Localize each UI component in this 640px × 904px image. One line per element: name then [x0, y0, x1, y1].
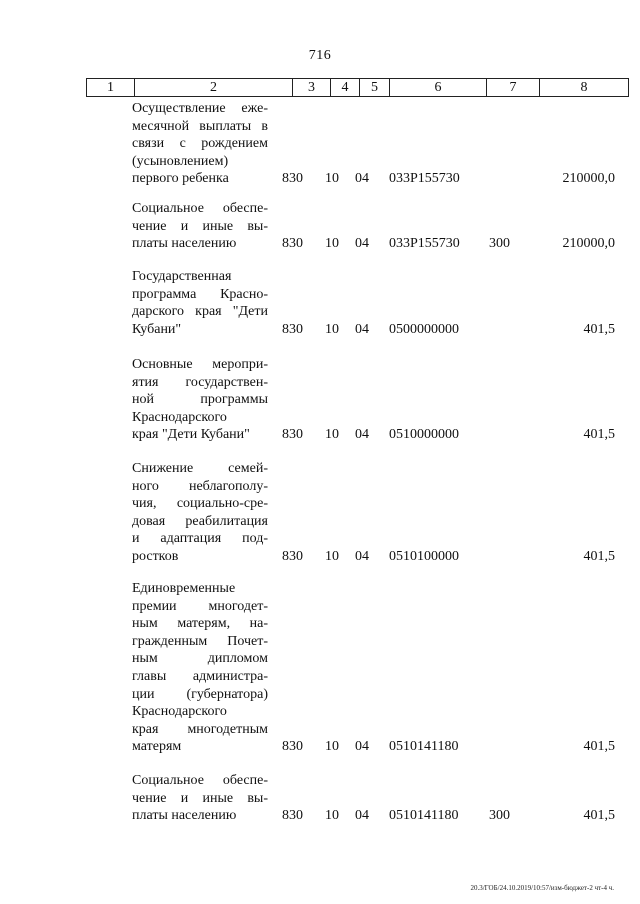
row-cell-c4: 10 [325, 739, 339, 755]
row-cell-c4: 10 [325, 321, 339, 337]
row-cell-c8: 210000,0 [562, 236, 615, 252]
row-cell-c4: 10 [325, 549, 339, 564]
description-line: связи с рождением [132, 136, 268, 152]
header-col-5: 5 [360, 79, 390, 96]
row-cell-c5: 04 [355, 739, 369, 755]
footer-stamp: 20.3/ГОБ/24.10.2019/10:57/изм-бюджет-2 чт-4 ч. [470, 884, 614, 892]
row-cell-c3: 830 [282, 549, 303, 564]
description-line: края "Дети Кубани" [132, 427, 250, 443]
description-line: Государственная [132, 269, 232, 284]
description-line: (усыновлением) [132, 153, 229, 169]
description-line: ятия государствен- [132, 374, 268, 390]
header-col-4: 4 [331, 79, 360, 96]
row-description [132, 580, 268, 756]
description-line: Социальное обеспе- [132, 201, 268, 216]
row-cell-c3: 830 [282, 427, 303, 443]
row-cell-c5: 04 [355, 427, 369, 443]
row-cell-c6: 0510000000 [389, 427, 459, 443]
header-col-7: 7 [487, 79, 540, 96]
row-description [132, 268, 268, 338]
row-cell-c5: 04 [355, 236, 369, 252]
row-cell-c6: 0510141180 [389, 808, 459, 824]
description-line: платы населению [132, 808, 237, 824]
description-line: ным матерям, на- [132, 616, 268, 632]
description-line: матерям [132, 739, 182, 755]
row-cell-c3: 830 [282, 321, 303, 337]
description-line: ростков [132, 548, 179, 564]
row-cell-c6: 033P155730 [389, 171, 460, 187]
description-line: ции (губернатора) [132, 686, 268, 702]
row-cell-c8: 401,5 [583, 808, 615, 824]
row-cell-c4: 10 [325, 427, 339, 443]
row-description [132, 460, 268, 566]
description-line: Социальное обеспе- [132, 773, 268, 788]
description-line: дарского края "Дети [132, 304, 268, 320]
description-line: Основные меропри- [132, 357, 268, 372]
description-line: главы администра- [132, 668, 268, 684]
description-line: платы населению [132, 236, 237, 252]
row-cell-c3: 830 [282, 739, 303, 755]
row-description [132, 356, 268, 444]
description-line: Снижение семей- [132, 461, 268, 476]
header-col-8: 8 [540, 79, 629, 96]
row-cell-c5: 04 [355, 171, 369, 187]
description-line: Кубани" [132, 321, 182, 337]
description-line: Краснодарского [132, 704, 227, 720]
description-line: чение и иные вы- [132, 218, 268, 234]
description-line: первого ребенка [132, 171, 229, 187]
description-line: ным дипломом [132, 651, 268, 667]
description-line: чия, социально-сре- [132, 496, 268, 512]
header-col-1: 1 [87, 79, 135, 96]
row-description [132, 100, 268, 188]
row-cell-c8: 401,5 [583, 321, 615, 337]
header-col-2: 2 [135, 79, 293, 96]
row-cell-c3: 830 [282, 236, 303, 252]
row-cell-c6: 0510100000 [389, 549, 459, 564]
description-line: ной программы [132, 392, 268, 408]
row-cell-c3: 830 [282, 808, 303, 824]
row-cell-c5: 04 [355, 808, 369, 824]
row-cell-c8: 401,5 [583, 549, 615, 564]
row-cell-c8: 401,5 [583, 427, 615, 443]
description-line: и адаптация под- [132, 531, 268, 547]
row-cell-c3: 830 [282, 171, 303, 187]
description-line: Краснодарского [132, 409, 227, 425]
row-cell-c8: 401,5 [583, 739, 615, 755]
row-cell-c7: 300 [489, 808, 510, 824]
description-line: программа Красно- [132, 286, 268, 302]
header-col-3: 3 [293, 79, 331, 96]
row-cell-c4: 10 [325, 236, 339, 252]
row-cell-c8: 210000,0 [562, 171, 615, 187]
row-cell-c7: 300 [489, 236, 510, 252]
page-number: 716 [308, 48, 332, 63]
description-line: ного неблагополу- [132, 478, 268, 494]
row-cell-c4: 10 [325, 171, 339, 187]
row-cell-c6: 0500000000 [389, 321, 459, 337]
description-line: месячной выплаты в [132, 118, 268, 134]
row-cell-c6: 0510141180 [389, 739, 459, 755]
row-cell-c5: 04 [355, 321, 369, 337]
row-cell-c4: 10 [325, 808, 339, 824]
description-line: Осуществление еже- [132, 101, 268, 116]
row-cell-c5: 04 [355, 549, 369, 564]
description-line: премии многодет- [132, 598, 268, 614]
row-description [132, 772, 268, 825]
description-line: довая реабилитация [132, 513, 268, 529]
row-cell-c6: 033P155730 [389, 236, 460, 252]
row-description [132, 200, 268, 253]
description-line: чение и иные вы- [132, 790, 268, 806]
table-header [86, 78, 629, 97]
description-line: Единовременные [132, 581, 236, 596]
header-col-6: 6 [390, 79, 487, 96]
description-line: гражденным Почет- [132, 633, 268, 649]
description-line: края многодетным [132, 721, 268, 737]
